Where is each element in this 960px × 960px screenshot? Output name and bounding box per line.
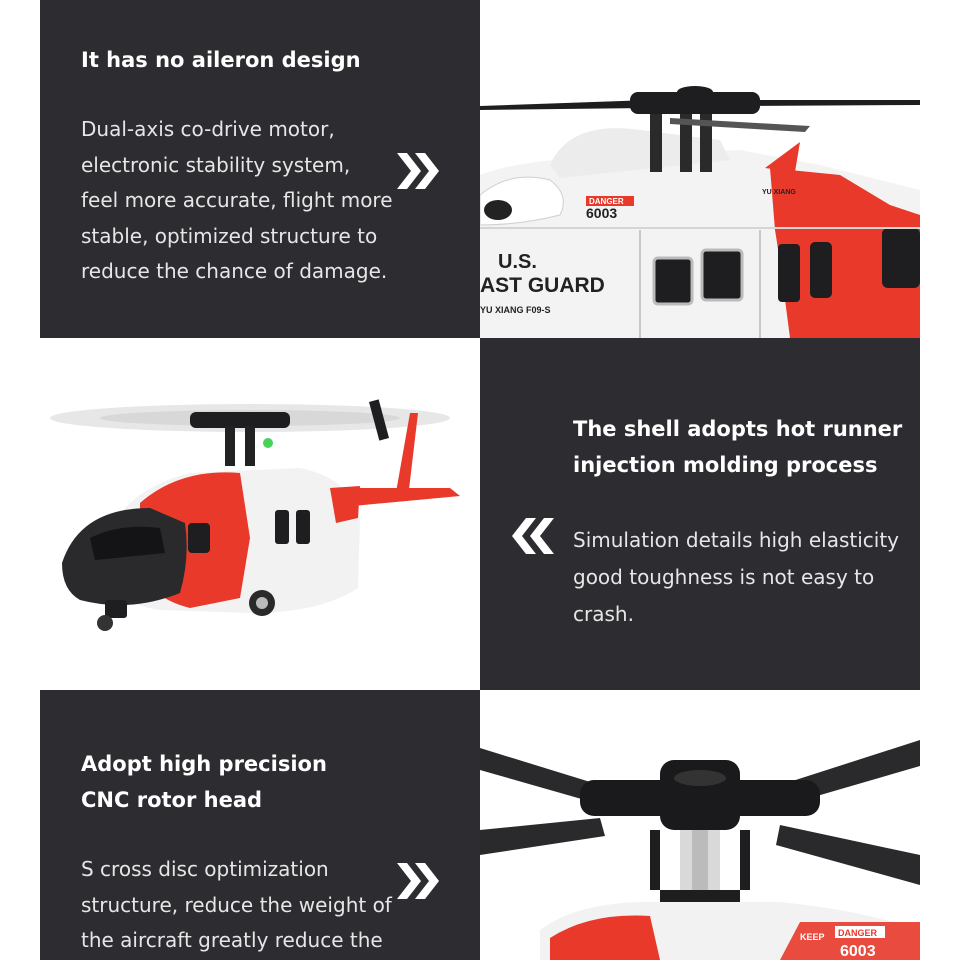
heading-line: It has no aileron design [81,48,361,72]
feature-heading [573,411,902,483]
body-line: structure, reduce the weight of [81,892,392,917]
heading-line: The shell adopts hot runner [573,417,903,441]
feature-description [81,852,392,959]
tail-number: 6003 [840,943,876,960]
model-label: YU XIANG F09-S [480,305,551,315]
body-line: Simulation details high elasticity [573,528,900,552]
danger-label: DANGER [838,928,878,938]
feature-description [81,112,393,290]
us-label: U.S. [498,251,537,273]
helicopter-side-image [480,0,920,338]
body-line: reduce the chance of damage. [81,259,388,283]
helicopter-front-image [40,338,480,690]
body-line: S cross disc optimization [81,857,329,881]
keep-label: KEEP [800,932,825,942]
feature-panel-aileron [40,0,480,338]
feature-panel-shell [480,338,920,690]
double-chevron-left-icon [510,518,554,554]
body-line: Dual-axis co-drive motor, [81,117,335,141]
body-line: electronic stability system, [81,152,351,177]
tail-number: 6003 [586,205,618,221]
body-line: feel more accurate, flight more [81,188,393,212]
brand-label: YU XIANG [762,189,796,196]
heading-line: injection molding process [573,453,878,477]
danger-label: DANGER [589,197,624,206]
feature-heading [81,746,327,818]
body-line: stable, optimized structure to [81,223,378,248]
body-line: good toughness is not easy to [573,565,875,589]
feature-description [573,522,899,633]
feature-heading [81,42,361,78]
rotor-head-closeup-image [480,690,920,960]
body-line: crash. [573,602,634,626]
double-chevron-right-icon [397,863,441,899]
heading-line: Adopt high precision [81,752,327,776]
feature-panel-rotor-head [40,690,480,960]
body-line: the aircraft greatly reduce the [81,928,383,952]
coast-guard-label: AST GUARD [480,274,605,297]
heading-line: CNC rotor head [81,788,263,812]
double-chevron-right-icon [397,153,441,189]
